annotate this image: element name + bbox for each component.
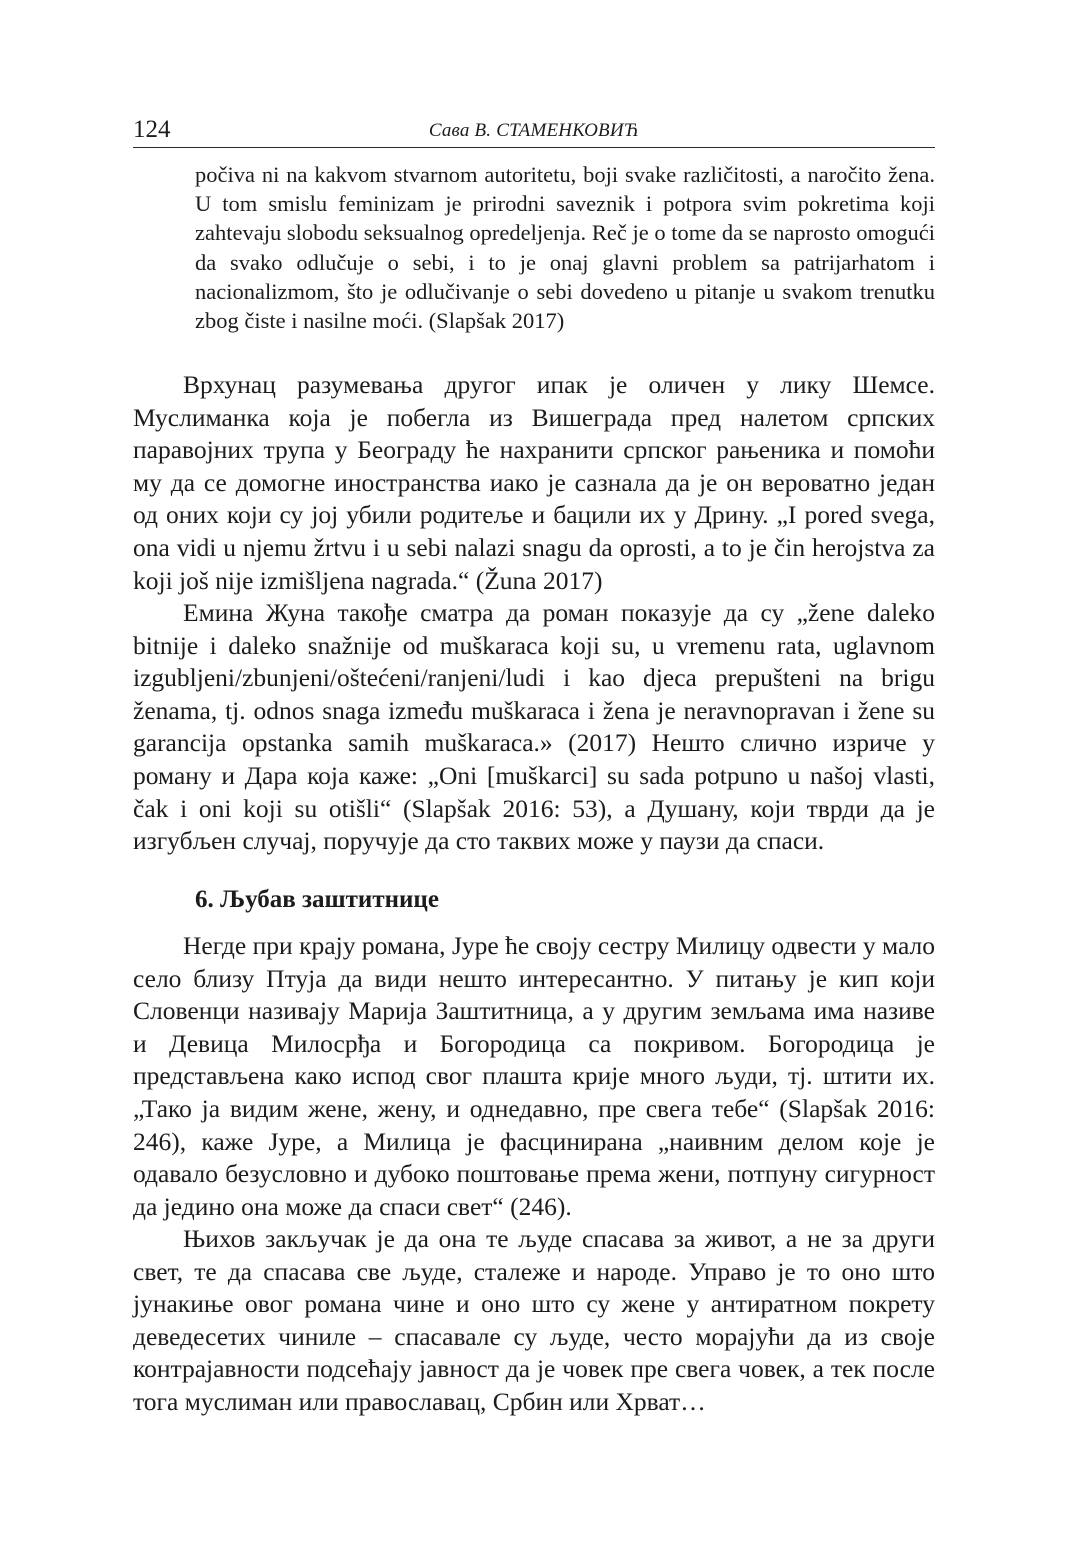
page-header — [133, 113, 935, 148]
block-quote: počiva ni na kakvom stvarnom autoritetu, boji svake različitosti, a naročito žena. U tom smislu feminizam je prirodni saveznik i potpora svim pokretima koji zahtevaju slobodu seksualnog opredeljenja. Reč je o tome da se naprosto omogući da svako odlučuje o sebi, i to je onaj glavni problem sa patrijarhatom i nacionalizmom, što je odlučivanje o sebi dovedeno u pitanje u svakom trenutku zbog čiste i nasilne moći. (Slapšak 2017) — [195, 162, 935, 334]
running-head: Сава В. СТАМЕНКОВИЋ — [428, 120, 640, 141]
body-paragraph: Врхунац разумевања другог ипак је оличен у лику Шемсе. Муслиманка која је побегла из Вишеграда пред налетом српских паравојних трупа у Београду ће нахранити српског рањеника и помоћи му да се домогне иностранства иако је сазнала да је он вероватно један од оних који су јој убили родитеље и бацили их у Дрину. „I pored svega, ona vidi u njemu žrtvu i u sebi nalazi snagu da oprosti, a to je čin herojstva za koji još nije izmišljena nagrada.“ (Žuna 2017) — [133, 370, 935, 595]
section-paragraph: Негде при крају романа, Јуре ће своју сестру Милицу одвести у мало село близу Птуја да види нешто интересантно. У питању је кип који Словенци називају Марија Заштитница, а у другим земљама има називе и Девица Милосрђа и Богородица са покривом. Богородица је представљена како испод свог плашта крије много људи, тј. штити их. „Тако ја видим жене, жену, и однедавно, пре свега тебе“ (Slapšak 2016: 246), каже Јуре, а Милица је фасцинирана „наивним делом које је одавало безусловно и дубоко поштовање према жени, потпуну сигурност да једино она може да спаси свет“ (246). — [133, 931, 935, 1221]
section-paragraph: Њихов закључак је да она те људе спасава за живот, а не за други свет, те да спасава све људе, сталеже и народе. Управо је то оно што јунакиње овог романа чине и оно што су жене у антиратном покрету деведесетих чиниле – спасавале су људе, често морајући да из своје контрајавности подсећају јавност да је човек пре свега човек, а тек после тога муслиман или православац, Србин или Хрват… — [133, 1224, 935, 1416]
section-heading: 6. Љубав заштитнице — [195, 886, 439, 913]
page-number: 124 — [133, 116, 171, 143]
body-paragraph: Емина Жуна такође сматра да роман показује да су „žene daleko bitnije i daleko snažnije od muškaraca koji su, u vremenu rata, uglavnom izgubljeni/zbunjeni/oštećeni/ranjeni/ludi i kao djeca prepušteni na brigu ženama, tj. odnos snaga između muškaraca i žena je neravnopravan i žene su garancija opstanka samih muškaraca.» (2017) Нешто слично изриче у роману и Дара која каже: „Oni [muškarci] su sada potpuno u našoj vlasti, čak i oni koji su otišli“ (Slapšak 2016: 53), а Душану, који тврди да је изгубљен случај, поручује да сто таквих може у паузи да спаси. — [133, 598, 935, 856]
